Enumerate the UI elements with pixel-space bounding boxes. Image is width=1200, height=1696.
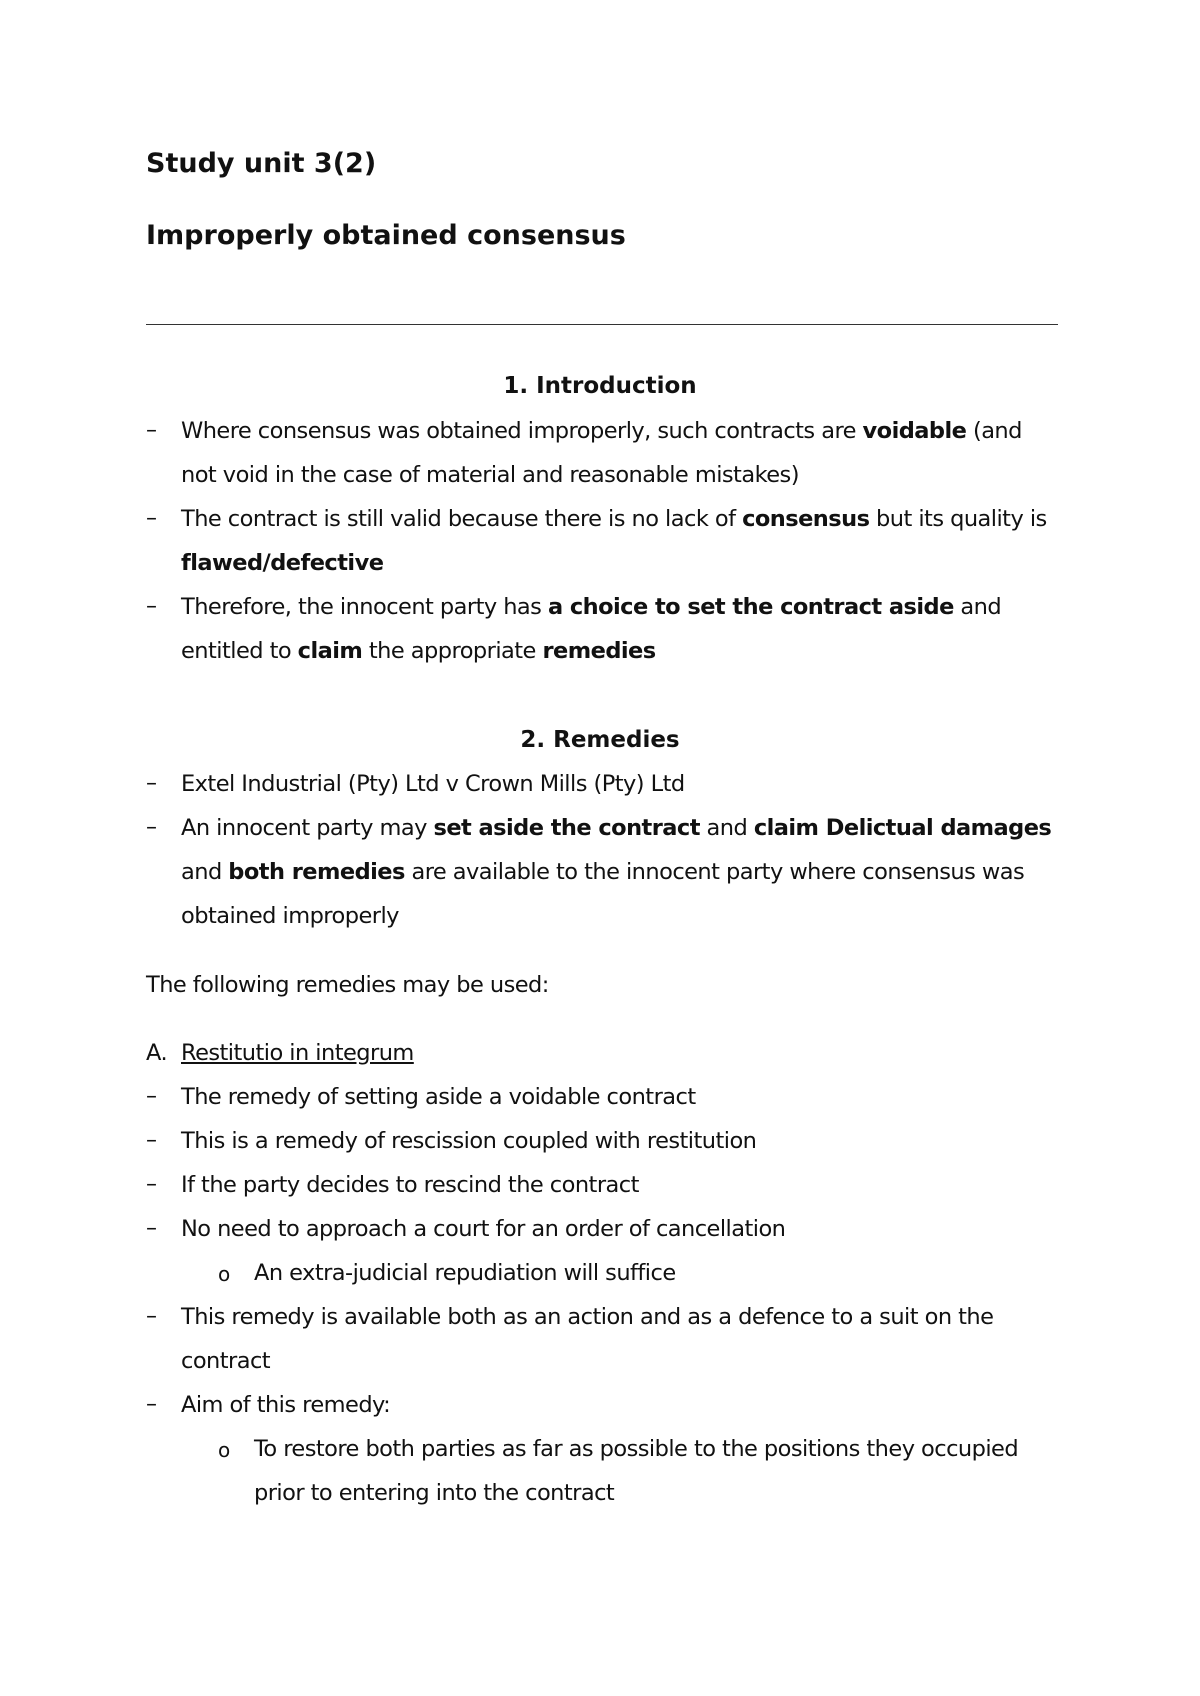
- dash-bullet-icon: –: [146, 815, 157, 840]
- intro-point-1-line-1: Where consensus was obtained improperly, such contracts are voidable (and: [181, 418, 1022, 444]
- dash-bullet-icon: –: [146, 1304, 157, 1329]
- subsection-a-title: Restitutio in integrum: [181, 1040, 414, 1066]
- list-item-continuation: contract: [181, 1348, 271, 1374]
- sub-list-item: To restore both parties as far as possible to the positions they occupied: [254, 1436, 1019, 1462]
- topic-heading: Improperly obtained consensus: [146, 220, 626, 251]
- list-item: If the party decides to rescind the contract: [181, 1172, 639, 1198]
- circle-bullet-icon: o: [218, 1262, 231, 1286]
- dash-bullet-icon: –: [146, 1216, 157, 1241]
- list-item: Aim of this remedy:: [181, 1392, 391, 1418]
- dash-bullet-icon: –: [146, 1392, 157, 1417]
- subsection-a-label: A.: [146, 1040, 168, 1066]
- sub-list-item: An extra-judicial repudiation will suffice: [254, 1260, 676, 1286]
- intro-point-3-line-1: Therefore, the innocent party has a choice to set the contract aside and: [181, 594, 1002, 620]
- dash-bullet-icon: –: [146, 418, 157, 443]
- dash-bullet-icon: –: [146, 1172, 157, 1197]
- remedies-intro: The following remedies may be used:: [146, 972, 549, 998]
- intro-point-2-line-1: The contract is still valid because there is no lack of consensus but its quality is: [181, 506, 1047, 532]
- intro-point-3-line-2: entitled to claim the appropriate remedies: [181, 638, 656, 664]
- dash-bullet-icon: –: [146, 1128, 157, 1153]
- list-item: No need to approach a court for an order of cancellation: [181, 1216, 786, 1242]
- list-item: This is a remedy of rescission coupled with restitution: [181, 1128, 757, 1154]
- intro-point-1-line-2: not void in the case of material and reasonable mistakes): [181, 462, 799, 488]
- dash-bullet-icon: –: [146, 771, 157, 796]
- dash-bullet-icon: –: [146, 594, 157, 619]
- dash-bullet-icon: –: [146, 506, 157, 531]
- intro-point-2-line-2: flawed/defective: [181, 550, 384, 576]
- remedies-point-2-line-1: An innocent party may set aside the contract and claim Delictual damages: [181, 815, 1052, 841]
- study-unit-heading: Study unit 3(2): [146, 148, 377, 179]
- section-2-title: 2. Remedies: [520, 727, 680, 753]
- section-1-title: 1. Introduction: [503, 373, 697, 399]
- horizontal-divider: [146, 324, 1058, 325]
- dash-bullet-icon: –: [146, 1084, 157, 1109]
- list-item: The remedy of setting aside a voidable contract: [181, 1084, 696, 1110]
- remedies-point-2-line-2: and both remedies are available to the innocent party where consensus was: [181, 859, 1025, 885]
- sub-list-item-continuation: prior to entering into the contract: [254, 1480, 615, 1506]
- case-citation: Extel Industrial (Pty) Ltd v Crown Mills (Pty) Ltd: [181, 771, 685, 797]
- remedies-point-2-line-3: obtained improperly: [181, 903, 399, 929]
- circle-bullet-icon: o: [218, 1438, 231, 1462]
- list-item: This remedy is available both as an action and as a defence to a suit on the: [181, 1304, 994, 1330]
